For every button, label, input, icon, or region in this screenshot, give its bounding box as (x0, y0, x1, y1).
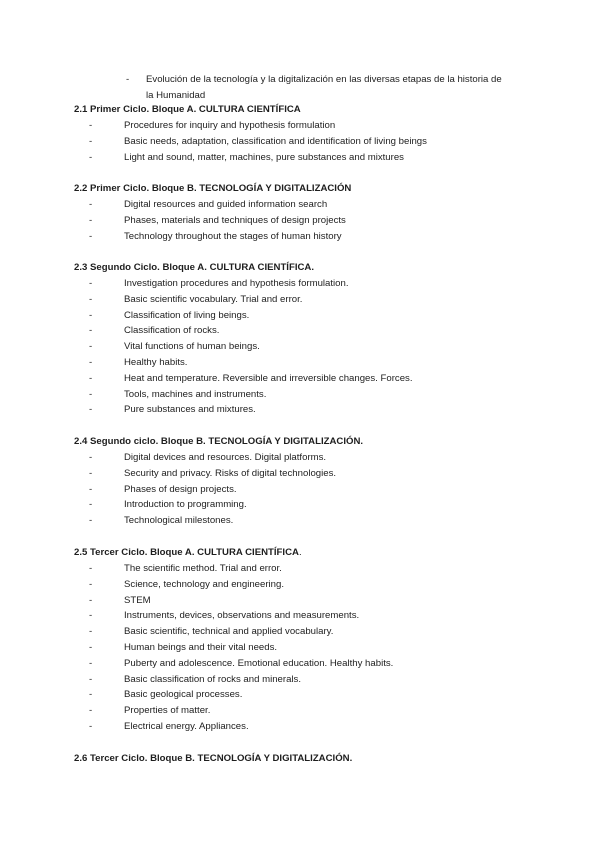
section-item-list (74, 276, 554, 418)
list-item-text: Heat and temperature. Reversible and irreversible changes. Forces. (124, 372, 413, 384)
section-item-list (74, 450, 554, 529)
list-item-text: Puberty and adolescence. Emotional education. Healthy habits. (124, 657, 394, 669)
intro-item-line-1: Evolución de la tecnología y la digitalización en las diversas etapas de la historia de (146, 74, 502, 85)
list-item-text: Vital functions of human beings. (124, 341, 260, 353)
list-item-text: Human beings and their vital needs. (124, 641, 278, 653)
list-item-text: Healthy habits. (124, 356, 188, 368)
list-item (89, 229, 554, 245)
list-item (89, 323, 554, 339)
list-item (89, 466, 554, 482)
list-item-text: Classification of rocks. (124, 325, 220, 337)
list-dash: - (89, 499, 93, 511)
list-item (89, 672, 554, 688)
list-dash: - (89, 214, 93, 226)
list-dash: - (89, 372, 93, 384)
list-dash: - (89, 404, 93, 416)
section-item-list (74, 118, 554, 165)
section-2-1 (74, 102, 554, 165)
list-dash: - (89, 293, 93, 305)
list-dash: - (89, 578, 93, 590)
section-title-text: 2.3 Segundo Ciclo. Bloque A. CULTURA CIENTÍFICA. (74, 262, 315, 273)
list-dash: - (89, 120, 93, 131)
section-2-6 (74, 751, 554, 767)
list-item (89, 308, 554, 324)
list-item-text: Digital devices and resources. Digital platforms. (124, 452, 327, 463)
list-item (89, 134, 554, 150)
section-2-5 (74, 545, 554, 735)
section-title (74, 102, 554, 117)
list-dash: - (89, 610, 93, 622)
section-title-text: 2.5 Tercer Ciclo. Bloque A. CULTURA CIENTÍFICA (74, 547, 299, 558)
list-dash: - (89, 483, 93, 495)
list-item (89, 402, 554, 418)
section-2-3 (74, 260, 554, 418)
section-title-text: 2.4 Segundo ciclo. Bloque B. TECNOLOGÍA Y DIGITALIZACIÓN. (74, 436, 364, 447)
section-2-4 (74, 434, 554, 529)
list-item (89, 118, 554, 134)
list-dash: - (89, 657, 93, 669)
list-item-text: Pure substances and mixtures. (124, 404, 256, 416)
list-item-text: Technological milestones. (124, 515, 234, 527)
list-item-text: Basic classification of rocks and minerals. (124, 673, 302, 685)
list-item-text: Basic needs, adaptation, classification and identification of living beings (124, 135, 427, 147)
section-title (74, 545, 554, 560)
list-item-text: The scientific method. Trial and error. (124, 563, 282, 574)
list-item (89, 624, 554, 640)
list-item (89, 339, 554, 355)
list-item (89, 276, 554, 292)
list-item (89, 197, 554, 213)
list-dash: - (89, 720, 93, 732)
list-item-text: STEM (124, 594, 151, 606)
list-dash: - (89, 452, 93, 463)
section-title-text: 2.2 Primer Ciclo. Bloque B. TECNOLOGÍA Y DIGITALIZACIÓN (74, 183, 352, 194)
list-item (89, 608, 554, 624)
list-item (89, 150, 554, 166)
list-item-text: Light and sound, matter, machines, pure substances and mixtures (124, 151, 404, 163)
list-item (89, 687, 554, 703)
list-item-text: Basic geological processes. (124, 689, 243, 701)
section-2-2 (74, 181, 554, 244)
section-title (74, 434, 554, 449)
list-item (89, 292, 554, 308)
list-item (89, 656, 554, 672)
list-item-text: Technology throughout the stages of human history (124, 230, 342, 242)
list-item (89, 561, 554, 577)
list-item-text: Properties of matter. (124, 705, 211, 717)
section-title (74, 751, 554, 766)
list-dash: - (126, 74, 130, 85)
list-dash: - (89, 309, 93, 321)
list-item (89, 355, 554, 371)
section-title-text: 2.1 Primer Ciclo. Bloque A. CULTURA CIENTÍFICA (74, 104, 301, 115)
list-dash: - (89, 626, 93, 638)
list-item (89, 593, 554, 609)
list-item-text: Science, technology and engineering. (124, 578, 285, 590)
list-item-text: Basic scientific, technical and applied vocabulary. (124, 626, 334, 638)
section-item-list (74, 197, 554, 244)
list-item (89, 703, 554, 719)
list-dash: - (89, 594, 93, 606)
list-dash: - (89, 278, 93, 289)
intro-item-line-2: la Humanidad (146, 90, 206, 101)
list-dash: - (89, 515, 93, 527)
list-dash: - (89, 135, 93, 147)
list-item (89, 513, 554, 529)
list-dash: - (89, 230, 93, 242)
list-item (89, 213, 554, 229)
list-item-text: Phases of design projects. (124, 483, 237, 495)
list-item (89, 497, 554, 513)
list-item (89, 719, 554, 735)
list-item-text: Security and privacy. Risks of digital technologies. (124, 467, 337, 479)
list-dash: - (89, 151, 93, 163)
list-dash: - (89, 705, 93, 717)
list-item (89, 371, 554, 387)
list-item-text: Instruments, devices, observations and measurements. (124, 610, 360, 622)
list-dash: - (89, 641, 93, 653)
list-item-text: Tools, machines and instruments. (124, 388, 267, 400)
list-item-text: Introduction to programming. (124, 499, 247, 511)
section-item-list (74, 561, 554, 735)
list-dash: - (89, 325, 93, 337)
list-item (89, 640, 554, 656)
section-title-text: 2.6 Tercer Ciclo. Bloque B. TECNOLOGÍA Y DIGITALIZACIÓN. (74, 753, 353, 764)
section-title (74, 181, 554, 196)
list-item-text: Phases, materials and techniques of design projects (124, 214, 346, 226)
list-item (89, 577, 554, 593)
list-dash: - (89, 673, 93, 685)
list-item (89, 482, 554, 498)
list-dash: - (89, 341, 93, 353)
list-item-text: Basic scientific vocabulary. Trial and error. (124, 293, 303, 305)
list-item-text: Investigation procedures and hypothesis formulation. (124, 278, 349, 289)
list-dash: - (89, 356, 93, 368)
list-item-text: Classification of living beings. (124, 309, 250, 321)
list-dash: - (89, 199, 93, 210)
section-title-tail: . (298, 547, 302, 558)
list-item-text: Electrical energy. Appliances. (124, 720, 249, 732)
intro-list-item (126, 72, 536, 104)
list-item-text: Digital resources and guided information search (124, 199, 328, 210)
list-dash: - (89, 388, 93, 400)
section-title (74, 260, 554, 275)
list-item-text: Procedures for inquiry and hypothesis formulation (124, 120, 336, 131)
list-dash: - (89, 467, 93, 479)
list-item (89, 450, 554, 466)
list-dash: - (89, 563, 93, 574)
list-dash: - (89, 689, 93, 701)
list-item (89, 387, 554, 403)
